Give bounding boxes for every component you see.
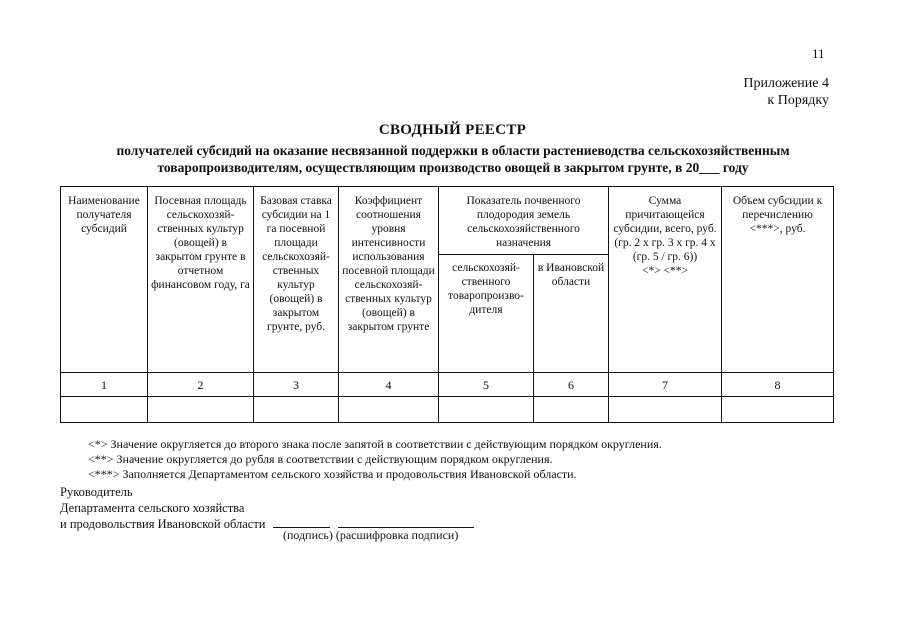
- table-cell: [609, 397, 722, 423]
- header-transfer-amount: Объем субсидии к перечислению <***>, руб.: [722, 187, 834, 373]
- document-title: СВОДНЫЙ РЕЕСТР: [378, 122, 527, 138]
- appendix-reference: [743, 75, 829, 109]
- column-number: 3: [254, 373, 339, 397]
- subsidy-sum-label: Сумма причитающейся субсидии, всего, руб.: [613, 195, 717, 235]
- column-number: 7: [609, 373, 722, 397]
- signature-org: и продовольствия Ивановской области: [60, 517, 266, 531]
- subsidy-sum-notes: <*> <**>: [641, 265, 689, 277]
- signature-caption: (подпись) (расшифровка подписи): [283, 528, 459, 542]
- subtitle-line-1: получателей субсидий на оказание несвязанной поддержки в области растениеводства сельскохозяйственным: [116, 143, 790, 158]
- header-subsidy-sum: [609, 187, 722, 373]
- appendix-line-1: Приложение 4: [743, 76, 829, 91]
- footnote: <***> Заполняется Департаментом сельского хозяйства и продовольствия Ивановской области.: [88, 467, 577, 481]
- header-sown-area: Посевная площадь сельскохозяй-ственных культур (овощей) в закрытом грунте в отчетном финансовом году, га: [148, 187, 254, 373]
- footnote: <*> Значение округляется до второго знака после запятой в соответствии с действующим порядком округления.: [88, 437, 662, 451]
- column-number: 1: [61, 373, 148, 397]
- column-number: 4: [339, 373, 439, 397]
- signature-line-2: Департамента сельского хозяйства: [60, 501, 245, 515]
- column-number: 2: [148, 373, 254, 397]
- table-cell: [61, 397, 148, 423]
- table-cell: [339, 397, 439, 423]
- subtitle-line-2: товаропроизводителям, осуществляющим производство овощей в закрытом грунте, в 20___ году: [157, 160, 749, 175]
- footnotes: [88, 437, 662, 482]
- header-row: [61, 187, 834, 255]
- signature-line-1: Руководитель: [60, 485, 133, 499]
- signature-blank: [273, 517, 330, 528]
- table-cell: [148, 397, 254, 423]
- table-cell: [534, 397, 609, 423]
- table-cell: [254, 397, 339, 423]
- table-row: [61, 397, 834, 423]
- signature-block: [60, 484, 474, 532]
- table-cell: [439, 397, 534, 423]
- header-intensity-coefficient: Коэффициент соотношения уровня интенсивности использования посевной площади сельскохозяй-ственных культур (овощей) в закрытом грунте: [339, 187, 439, 373]
- page-number: 11: [812, 46, 825, 61]
- header-base-rate: Базовая ставка субсидии на 1 га посевной площади сельскохозяй-ственных культур (овощей) в закрытом грунте, руб.: [254, 187, 339, 373]
- column-number: 6: [534, 373, 609, 397]
- footnote: <**> Значение округляется до рубля в соответствии с действующим порядком округления.: [88, 452, 553, 466]
- column-number-row: [61, 373, 834, 397]
- appendix-line-2: к Порядку: [767, 93, 829, 108]
- header-recipient-name: Наименование получателя субсидий: [61, 187, 148, 373]
- subsidy-sum-formula: (гр. 2 x гр. 3 x гр. 4 x (гр. 5 / гр. 6)): [614, 237, 716, 263]
- document-subtitle: [50, 142, 856, 176]
- header-producer-fertility: сельскохозяй-ственного товаропроизво-дителя: [439, 255, 534, 373]
- header-soil-fertility-group: Показатель почвенного плодородия земель сельскохозяйственного назначения: [439, 187, 609, 255]
- column-number: 8: [722, 373, 834, 397]
- column-number: 5: [439, 373, 534, 397]
- signature-decoding-blank: [338, 517, 474, 528]
- registry-table: [60, 186, 834, 423]
- table-cell: [722, 397, 834, 423]
- header-region-fertility: в Ивановской области: [534, 255, 609, 373]
